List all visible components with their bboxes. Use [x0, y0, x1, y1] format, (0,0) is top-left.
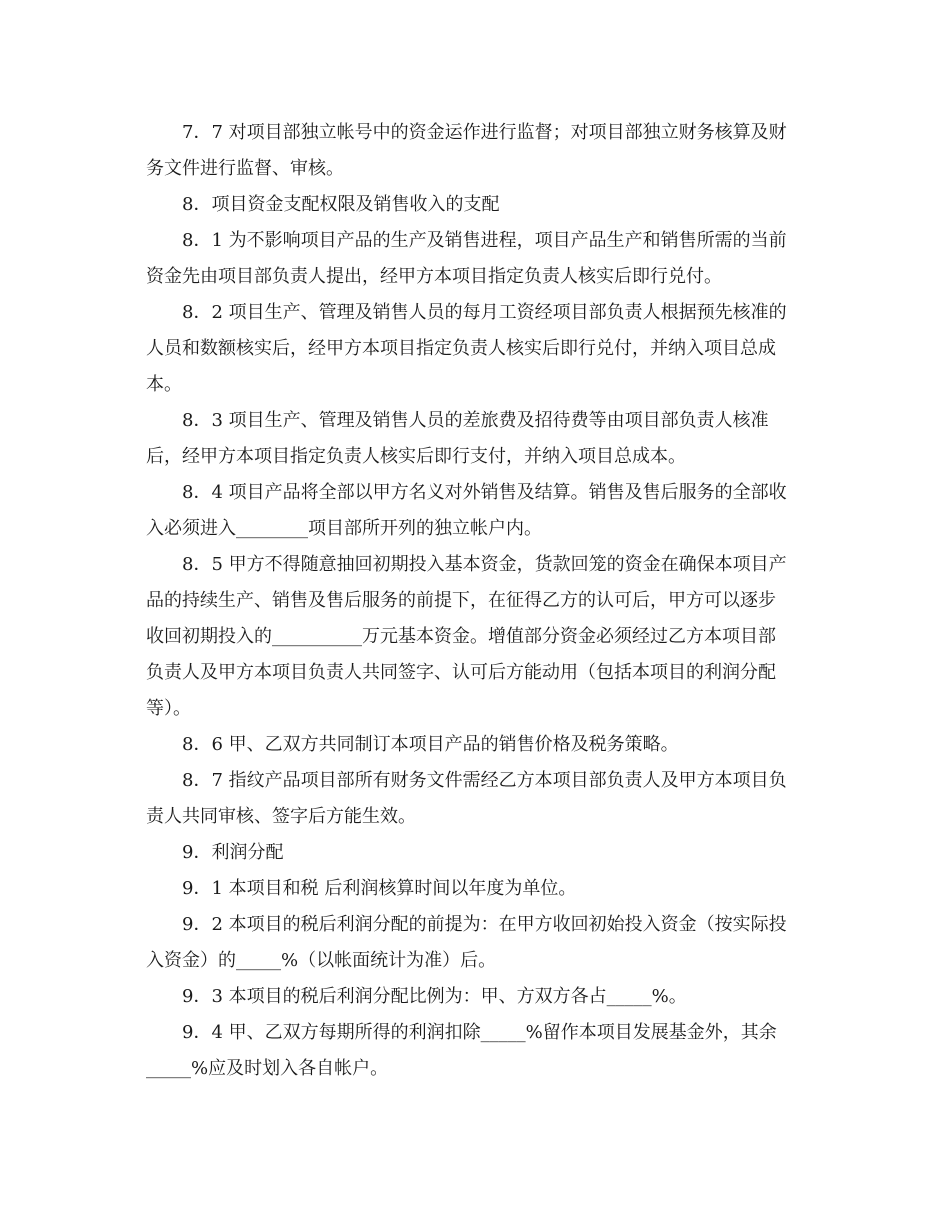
text-line: 7．7 对项目部独立帐号中的资金运作进行监督；对项目部独立财务核算及财 [182, 122, 787, 143]
text-line: 9．4 甲、乙双方每期所得的利润扣除_____%留作本项目发展基金外，其余 [182, 1022, 777, 1043]
text-line: 等）。 [146, 698, 191, 719]
text-line: 资金先由项目部负责人提出，经甲方本项目指定负责人核实后即行兑付。 [146, 266, 722, 287]
text-line: 8．7 指纹产品项目部所有财务文件需经乙方本项目部负责人及甲方本项目负 [182, 770, 787, 791]
text-line: 务文件进行监督、审核。 [146, 158, 344, 179]
text-line: 收回初期投入的__________万元基本资金。增值部分资金必须经过乙方本项目部 [146, 626, 776, 647]
document-body [146, 115, 816, 1087]
text-line: 9．1 本项目和税 后利润核算时间以年度为单位。 [182, 878, 577, 899]
text-line: 9．2 本项目的税后利润分配的前提为：在甲方收回初始投入资金（按实际投 [182, 914, 787, 935]
text-line: _____%应及时划入各自帐户。 [146, 1058, 389, 1079]
text-line: 8．6 甲、乙双方共同制订本项目产品的销售价格及税务策略。 [182, 734, 679, 755]
text-line: 负责人及甲方本项目负责人共同签字、认可后方能动用（包括本项目的利润分配 [146, 662, 776, 683]
text-line: 8．1 为不影响项目产品的生产及销售进程，项目产品生产和销售所需的当前 [182, 230, 787, 251]
text-line: 品的持续生产、销售及售后服务的前提下，在征得乙方的认可后，甲方可以逐步 [146, 590, 776, 611]
text-line: 后，经甲方本项目指定负责人核实后即行支付，并纳入项目总成本。 [146, 446, 686, 467]
text-line: 入必须进入________项目部所开列的独立帐户内。 [146, 518, 542, 539]
text-line: 8．3 项目生产、管理及销售人员的差旅费及招待费等由项目部负责人核准 [182, 410, 769, 431]
text-line: 8．2 项目生产、管理及销售人员的每月工资经项目部负责人根据预先核准的 [182, 302, 787, 323]
text-line: 本。 [146, 374, 182, 395]
text-line: 入资金）的_____%（以帐面统计为准）后。 [146, 950, 497, 971]
text-line: 责人共同审核、签字后方能生效。 [146, 806, 416, 827]
text-line: 8．5 甲方不得随意抽回初期投入基本资金，货款回笼的资金在确保本项目产 [182, 554, 787, 575]
section-heading: 9．利润分配 [182, 842, 284, 863]
text-line: 人员和数额核实后，经甲方本项目指定负责人核实后即行兑付，并纳入项目总成 [146, 338, 776, 359]
text-line: 8．4 项目产品将全部以甲方名义对外销售及结算。销售及售后服务的全部收 [182, 482, 787, 503]
section-heading: 8．项目资金支配权限及销售收入的支配 [182, 194, 500, 215]
text-line: 9．3 本项目的税后利润分配比例为：甲、方双方各占_____%。 [182, 986, 687, 1007]
